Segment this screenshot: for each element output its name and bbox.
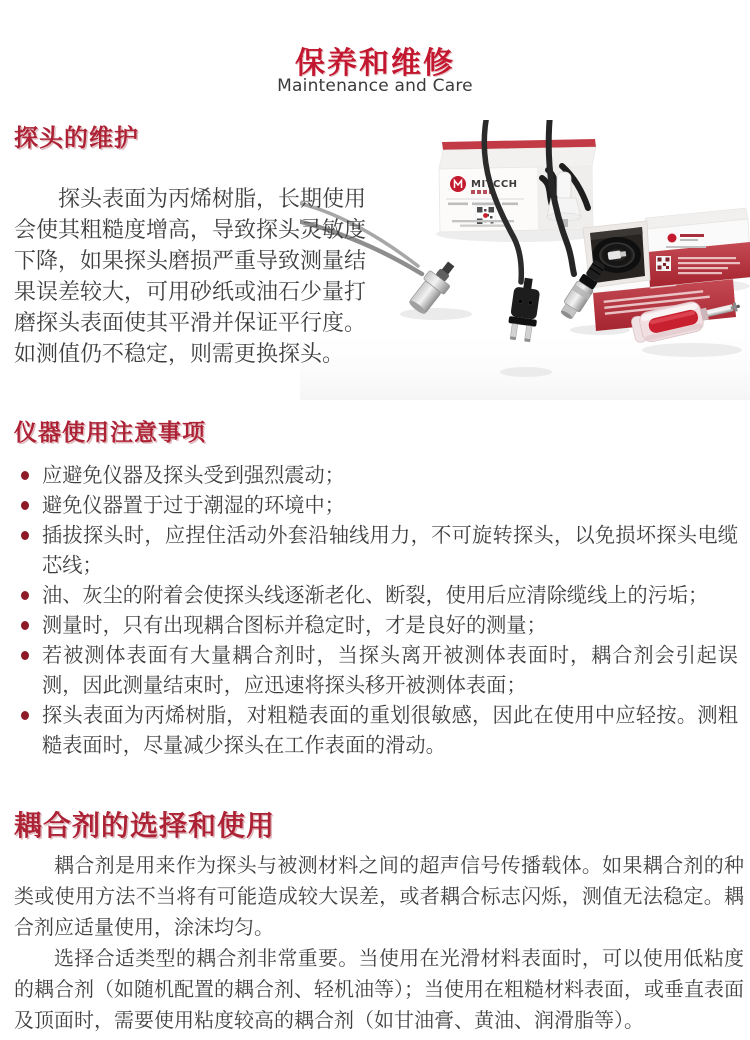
bullet-icon (21, 531, 29, 540)
bullet-icon (21, 591, 29, 600)
list-item-text: 避免仪器置于过于潮湿的环境中； (42, 493, 345, 517)
list-item-text: 插拔探头时，应捏住活动外套沿轴线用力，不可旋转探头，以免损坏探头电缆芯线； (42, 523, 738, 577)
fine-print-row (448, 203, 518, 206)
usage-notes-list (14, 460, 738, 760)
bullet-icon (21, 471, 29, 480)
list-item (14, 460, 738, 490)
brand-logo (450, 176, 466, 192)
section-heading-usage-notes: 仪器使用注意事项 (14, 420, 206, 446)
list-item-text: 若被测体表面有大量耦合剂时，当探头离开被测体表面时，耦合剂会引起误测，因此测量结束时，应迅速将探头移开被测体表面； (42, 643, 738, 697)
bullet-icon (21, 501, 29, 510)
couplant-paragraphs (14, 850, 744, 1036)
page-title: 保养和维修 (295, 46, 455, 81)
bullet-icon (21, 711, 29, 720)
bullet-icon (21, 651, 29, 660)
section-heading-couplant: 耦合剂的选择和使用 (14, 809, 276, 842)
list-item-text: 测量时，只有出现耦合图标并稳定时，才是良好的测量； (42, 613, 547, 637)
list-item (14, 520, 738, 580)
section-heading-probe-care: 探头的维护 (14, 124, 139, 152)
cable-box (583, 208, 750, 288)
list-item (14, 490, 738, 520)
list-item (14, 700, 738, 760)
list-item-text: 应避免仪器及探头受到强烈震动； (42, 463, 345, 487)
product-photo (300, 120, 750, 400)
couplant-paragraph: 选择合适类型的耦合剂非常重要。当使用在光滑材料表面时，可以使用低粘度的耦合剂（如随机配置的耦合剂、轻机油等）；当使用在粗糙材料表面，或垂直表面及顶面时，需要使用粘度较高的耦合剂（如甘油膏、黄油、润滑脂等）。 (14, 946, 744, 1032)
cable-box-qr (656, 256, 671, 271)
list-item (14, 610, 738, 640)
list-item-text: 探头表面为丙烯树脂，对粗糙表面的重划很敏感，因此在使用中应轻按。测粗糙表面时，尽量减少探头在工作表面的滑动。 (42, 703, 738, 757)
bullet-icon (21, 621, 29, 630)
brand-text: MITCCH (471, 179, 518, 190)
couplant-paragraph: 耦合剂是用来作为探头与被测材料之间的超声信号传播载体。如果耦合剂的种类或使用方法不当将有可能造成较大误差，或者耦合标志闪烁，测值无法稳定。耦合剂应适量使用，涂沫均匀。 (14, 853, 744, 939)
list-item (14, 640, 738, 700)
list-item (14, 580, 738, 610)
list-item-text: 油、灰尘的附着会使探头线逐渐老化、断裂，使用后应清除缆线上的污垢； (42, 583, 709, 607)
probe-care-paragraph: 探头表面为丙烯树脂，长期使用会使其粗糙度增高，导致探头灵敏度下降，如果探头磨损严重导致测量结果误差较大，可用砂纸或油石少量打磨探头表面使其平滑并保证平行度。如测值仍不稳定，则需更换探头。 (14, 187, 367, 367)
product-photo-illustration (300, 120, 750, 400)
page-subtitle: Maintenance and Care (277, 76, 473, 96)
probe-box (439, 139, 596, 232)
